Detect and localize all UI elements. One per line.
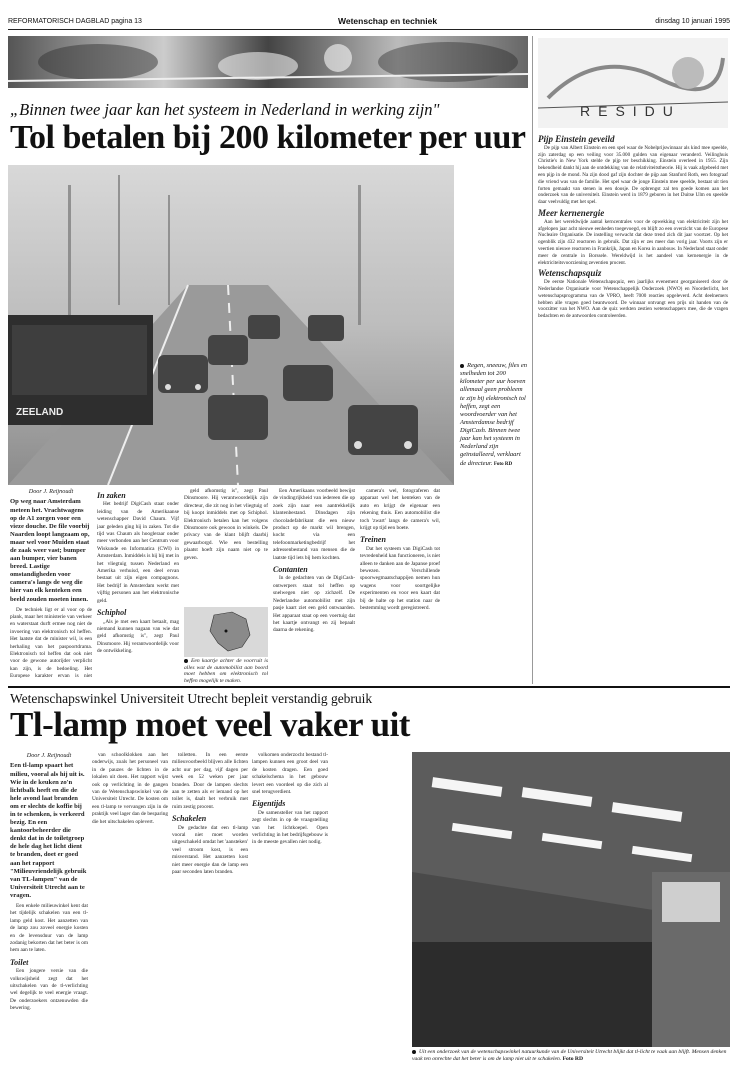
article-body-2: Het bedrijf DigiCash staat onder leiding van de Amerikaanse wetenschapper David Chaum. Vijf jaar geleden ging hij in zaken. Tot die tijd was Chaum als hoogleraar onder meer verbonden aan het Centrum voor Wiskunde en Informatica (CWI) in Amsterdam. Inmiddels is hij bij met in het vliegtuig tussen Nederland en Amerika verhuisd, een deel ervan bestaat uit zijn eigen compagnons. Het bedrijf in Amsterdam werkt met vijftig personen aan het elektronische geld. [97,501,179,604]
svg-text:ZEELAND: ZEELAND [16,407,64,418]
bullet-icon [412,1050,416,1054]
article2-headline: Tl-lamp moet veel vaker uit [10,705,410,744]
article-column-4 [273,488,355,678]
section-divider [8,686,730,688]
subheading-toilet: Toilet [10,957,29,967]
article-column-1 [10,488,92,678]
subheading-eigentijds: Eigentijds [252,799,286,809]
byline: Door J. Reijnoudt [28,488,74,495]
article2-lead: Een tl-lamp spaart het milieu, vooral als hij uit is. Wie in de keuken zo'n lichtbalk heeft en die de hele avond laat branden om er slechts de koffie bij in te schenken, is verkeerd bezig. En een kantoorbeheerder die denkt dat in de toiletgroep de hele dag het licht dient te branden, doet er goed aan het rapport "Milieuvriendelijk gebruik van TL-lampen" van de Universiteit Utrecht aan te vragen. [10,762,87,899]
residu-text-quiz: De eerste Nationale Wetenschapsquiz, een jaarlijks evenement georganiseerd door de Nederlandse Organisatie voor Wetenschappelijk Onderzoek (NWO) en Noorderlicht, het wetenschapsprogramma van de VPRO, heeft 7000 reacties opgeleverd. Acht deelnemers hebben alle vragen goed beantwoord. De winnaar ontvangt een prijs uit handen van de voorzitter van het NWO. Aan de quiz werkten zestien wetenschappers mee, die de vragen bedachten en de antwoorden controleerden. [538,279,728,320]
caption2-credit: Foto RD [562,1055,583,1062]
article2-body-1: Een enkele milieuwinkel kent dat het tijdelijk schakelen van een tl-lamp geld kost. Het aanzetten van de lamp zou zoveel energie kosten en de levensduur van de lamp zodanig bekorten dat het beter is om hem aan te laten. [10,903,88,954]
photo2-caption [412,1049,732,1062]
article2-body-3: toiletten. In een eerste milieuvoorbeeld blijven alle lichten acht uur per dag, vijf dagen per week en 52 weken per jaar branden. Door de lampen slechts aan te zetten als er iemand op het toilet is, daalt het verbruik met ruim zestig procent. [172,752,248,810]
subheading-schiphol: Schiphol [97,608,127,618]
caption-credit: Foto RD [493,461,513,467]
article-column-5 [360,488,440,678]
bullet-icon [184,659,188,663]
residu-column [538,132,728,682]
section-title: Wetenschap en techniek [338,16,438,26]
highway-snow-photo [8,165,454,485]
bullet-icon [460,364,464,368]
page-header [8,14,730,30]
residu-text-kernenergie: Aan het wereldwijde aantal kerncentrales voor de opwekking van elektriciteit zijn het afgelopen jaar acht nieuwe eenheden toegevoegd, en blijft zo een overzicht van de Europese Nucleaire Organisatie. De instelling verwacht dat deze trend zich dit jaar voortzet. Op het ogenblik zijn 432 reactoren in gebruik. Dat zijn er zes meer dan vorig jaar. Voorts zijn er veertien nieuwe reactoren in Frankrijk, Japan en Korea in aanbouw. In Nederland staat onder meer de centrale in Borssele. Wereldwijd is het aandeel van kernenergie in de elektriciteitsvoorziening zeventien procent. [538,218,728,266]
publication-date: dinsdag 10 januari 1995 [655,18,730,25]
article2-column-3 [172,752,248,1052]
article2-body-4: volkomen onderzocht bestand tl-lampen kunnen een groot deel van de kosten dragen. Een goed schakelschema in het gebouw levert een voordeel op die zich al snel terugverdient. [252,752,328,796]
residu-heading-quiz: Wetenschapsquiz [538,268,602,279]
article-body-1: De techniek ligt er al voor op de plank, maar het ministerie van verkeer en waterstaat durft ermee nog niet de invoering van elektronisch tol heffen. Het laatste dat de minister wil, is een herhaling van het paspoortdrama. Elektronisch tol heffen dat ook niet voor de gewone autorijder verplicht kan zijn, is de bedoeling. Het Europese karakter ervan is niet [10,606,92,678]
subheading-contanten: Contanten [273,565,308,575]
article2-column-4 [252,752,328,1052]
article2-body-1b: Een jongere versie van die volkswijsheid zegt dat het uitschakelen van de tl-verlichting wel degelijk te veel energie vraagt. De onderzoekers ontzenuwden die bewering. [10,968,88,1012]
article-body-3: geld afkomstig is", zegt Paul Dinsmoore. Hij verantwoordelijk zijn directeur, die zit nog in het vliegtuig of bij koopt inmiddels met op Schiphol. Elektronisch betalen kan het volgens Dinsmoore ook gewoon in winkels. De privacy van de klant blijft daarbij gewaarborgd. Wie een bestelling plaatst hoeft zijn naam niet op te geven. [184,488,268,561]
article-lead: Op weg naar Amsterdam meteen het. Vrachtwagens op de A1 zorgen voor een vieze douche. De file voorbij Naarden loopt langzaam op, maar wel voor Muiden staat de zaak weer vast; bumper aan bumper, vier banen breed. Lastige omstandigheden voor camera's langs de weg die hier van elk kenteken een beeld zouden moeten innen. [10,498,90,603]
article-body-5b: Dat het systeem van DigiCash tot tevredenheid kan functioneren, is niet alleen te danken aan de Japanse proef bewezen. Verschillende spoorwegmaatschappijen nemen hun wagens voor soortgelijke experimenten en voor een kaart dat bij de halte op het station naar de bestemming wordt geregistreerd. [360,545,440,612]
caption-text: Regen, sneeuw, files en snelheden tot 200 kilometer per uur hoeven allemaal geen probleem te zijn bij elektronisch tol heffen, zegt een woordvoerder van het Amsterdamse bedrijf DigiCash. Binnen twee jaar kan het systeem in Nederland zijn geïnstalleerd, verklaart de directeur. [460,362,527,467]
subheading-schakelen: Schakelen [172,814,207,824]
caption2-text: Uit een onderzoek van de wetenschapswinkel natuurkunde van de Universiteit Utrecht blijkt dat tl-licht te vaak aan blijft. Mensen denken vaak ten onrechte dat het beter is om de lamp niet uit te schakelen. [412,1049,727,1062]
map-icon [184,607,268,657]
article-body-4: Een Amerikaans voorbeeld bewijst de vindingrijkheid van iedereen die op zoek zijn naar een aantrekkelijk klantenbestand. Dinsdagen zijn chocoladefabrikant die een nieuw product op de markt wil brengen, kocht via een telefoonmarketingbedrijf het adressenbestand van mensen die de laatste tijd iets bij hem kochten. [273,488,355,561]
article-body-2b: „Als je met een kaart betaalt, mag niemand kunnen nagaan van wie dat geld afkomstig is", zegt Paul Dinsmoore. Hij verantwoordelijk voor de ontwikkeling. [97,618,179,655]
article-body-5: camera's wel, fotograferen dat apparaat wel het kenteken van de auto en krijgt de eigenaar een rekening thuis. Een automobilist die toch 'zwart' langs de camera's wil, krijgt op tijd een boete. [360,488,440,532]
article-column-2 [97,488,179,678]
highway-traffic-image-icon [8,165,454,485]
article-headline: Tol betalen bij 200 kilometer per uur [10,119,526,156]
photo-caption [460,362,528,468]
article-kicker: „Binnen twee jaar kan het systeem in Nederland in werking zijn" [10,100,440,119]
residu-heading-einstein: Pijp Einstein geveild [538,134,615,144]
residu-title: RESIDU [580,103,681,119]
newspaper-name: REFORMATORISCH DAGBLAD pagina 13 [8,18,142,25]
byline: Door J. Reijnoudt [26,752,72,759]
article-body-4b: In de gedachten van de DigiCash-ontwerpers staat tol heffen op snelwegen niet op zichzelf. De Nederlandse automobilist met zijn pasje kaart ziet een geld ontwaarden. Het apparaat staat op een voertuig dat het kaartje ontvangt en zij bepaalt daarna de rekening. [273,575,355,634]
article2-body-3b: De gedachte dat een tl-lamp vooral niet moet worden uitgeschakeld omdat het 'aansteken' veel stroom kost, is een misverstand. Het aanzetten kost niet meer energie dan de lamp een paar seconden laten branden. [172,824,248,876]
netherlands-map [184,607,268,657]
residu-heading-kernenergie: Meer kernenergie [538,207,605,218]
banner-illustration-icon [8,36,528,88]
article2-column-1 [10,752,88,1052]
section-banner-image [8,36,528,88]
article2-body-2: van schoolklokken aan het onderwijs, zoals het personeel van in de pauzes de lichten in de lokalen uit doen. Het rapport wijst ook op verlichting in de gangen van de Wetenschapswinkel van de Universiteit Utrecht. De kosten om een tl-lamp te vervangen zijn in de praktijk veel lager dan de besparing die het uitschakelen oplevert. [92,752,168,825]
subheading-in-zaken: In zaken [97,491,126,500]
article2-kicker: Wetenschapswinkel Universiteit Utrecht bepleit verstandig gebruik [10,691,373,706]
subheading-treinen: Treinen [360,535,386,545]
article2-body-4b: De samensteller van het rapport zegt slechts in op de vraagstelling van het lichtkoepel. Open verlichting in het bedrijfsgebouw is in de meeste gevallen niet nodig. [252,809,328,846]
map-caption [184,658,268,684]
article2-column-2 [92,752,168,1052]
fluorescent-lamps-photo [412,752,730,1047]
map-caption-text: Een kaartje achter de voorruit is alles wat de automobilist aan boord moet hebben om elektronisch tol heffen mogelijk te maken. [184,658,268,684]
office-lights-image-icon [412,752,730,1047]
article-column-3 [184,488,268,606]
residu-text-einstein: De pijp van Albert Einstein en een spel waar de Nobelprijswinnaar als kind mee speelde, zijn zaterdag op een veiling voor 35.000 gulden van eigenaar veranderd. Veilinghuis Christie's in New York stelde de pijp ter beschikking. Einstein overleed in 1955. Zijn bekendheid dankt hij aan de ontdekking van de relativiteitstheorie. Hij is vaak afgebeeld met een pijp in de mond. Na zijn dood gaf zijn dochter de pijp aan Stanford Roth, een fotograaf die vriend was van de familie. Het spel waar de jonge Einstein mee speelde, bestaat uit tien forten gemaakt van stenen in een doosje. De opbrengst zal ten goede komen aan het onderzoek van de universiteit. Einstein werd in 1879 geboren in het Duitse Ulm en speelde daar veelvuldig met het spel. [538,144,728,206]
column-divider [532,36,533,684]
